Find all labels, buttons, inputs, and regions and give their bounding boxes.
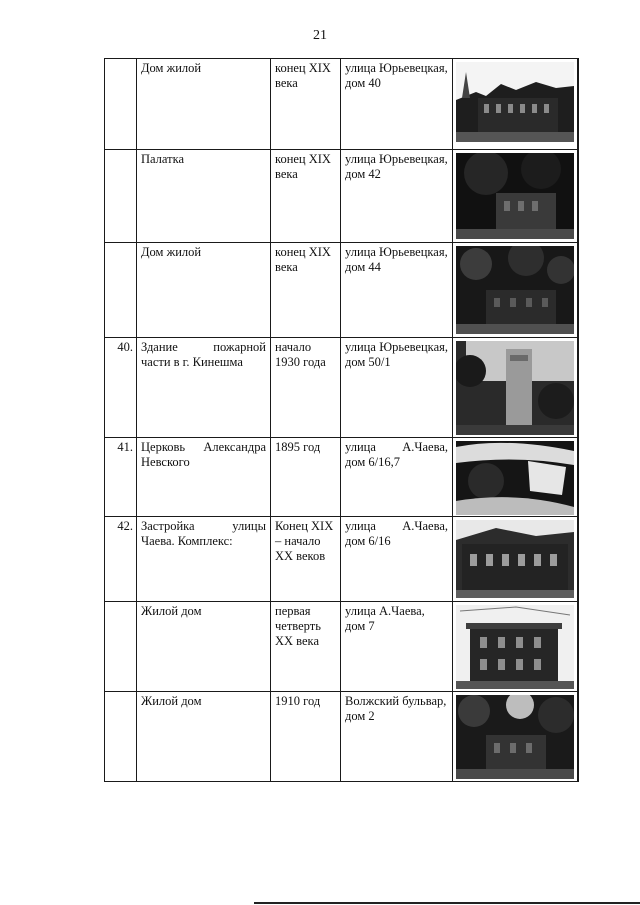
table-row [105,517,578,602]
table-row [105,438,578,517]
object-address: Волжский бульвар, дом 2 [341,692,453,782]
table-row [105,602,578,692]
object-address: улица Юрьевецкая, дом 42 [341,150,453,243]
house-photo [456,246,574,334]
church-photo [456,441,574,515]
monuments-table [104,58,579,782]
fire-tower-photo [456,341,574,435]
object-name: Дом жилой [137,243,271,338]
photo-cell [453,243,578,338]
wooden-house-photo [456,520,574,598]
object-date: конец XIX века [271,59,341,150]
table-row [105,150,578,243]
object-name: Дом жилой [137,59,271,150]
object-name: Жилой дом [137,602,271,692]
photo-cell [453,692,578,782]
row-number [105,692,137,782]
object-address: улица Юрьевецкая, дом 40 [341,59,453,150]
bottom-border-line [254,902,640,904]
trees-house-photo [456,695,574,779]
photo-cell [453,150,578,243]
object-name: Церковь Александра Невского [137,438,271,517]
object-address: улица А.Чаева, дом 6/16,7 [341,438,453,517]
object-date: 1910 год [271,692,341,782]
object-date: начало 1930 года [271,338,341,438]
photo-cell [453,338,578,438]
brick-house-photo [456,605,574,689]
row-number [105,150,137,243]
row-number: 40. [105,338,137,438]
object-address: улица А.Чаева, дом 6/16 [341,517,453,602]
object-date: первая четверть XX века [271,602,341,692]
page-number: 21 [313,28,327,43]
object-date: конец XIX века [271,150,341,243]
photo-cell [453,438,578,517]
table-row [105,338,578,438]
object-date: конец XIX века [271,243,341,338]
photo-cell [453,602,578,692]
object-date: Конец XIX – начало XX веков [271,517,341,602]
row-number [105,59,137,150]
object-address: улица Юрьевецкая, дом 50/1 [341,338,453,438]
table-row [105,692,578,782]
row-number: 42. [105,517,137,602]
object-address: улица А.Чаева, дом 7 [341,602,453,692]
object-date: 1895 год [271,438,341,517]
object-name: Палатка [137,150,271,243]
house-photo [456,62,574,142]
row-number: 41. [105,438,137,517]
row-number [105,602,137,692]
tent-building-photo [456,153,574,239]
photo-cell [453,517,578,602]
table-row [105,59,578,150]
object-address: улица Юрьевецкая, дом 44 [341,243,453,338]
object-name: Здание пожарной части в г. Кинешма [137,338,271,438]
row-number [105,243,137,338]
photo-cell [453,59,578,150]
table-row [105,243,578,338]
object-name: Жилой дом [137,692,271,782]
object-name: Застройка улицы Чаева. Комплекс: [137,517,271,602]
